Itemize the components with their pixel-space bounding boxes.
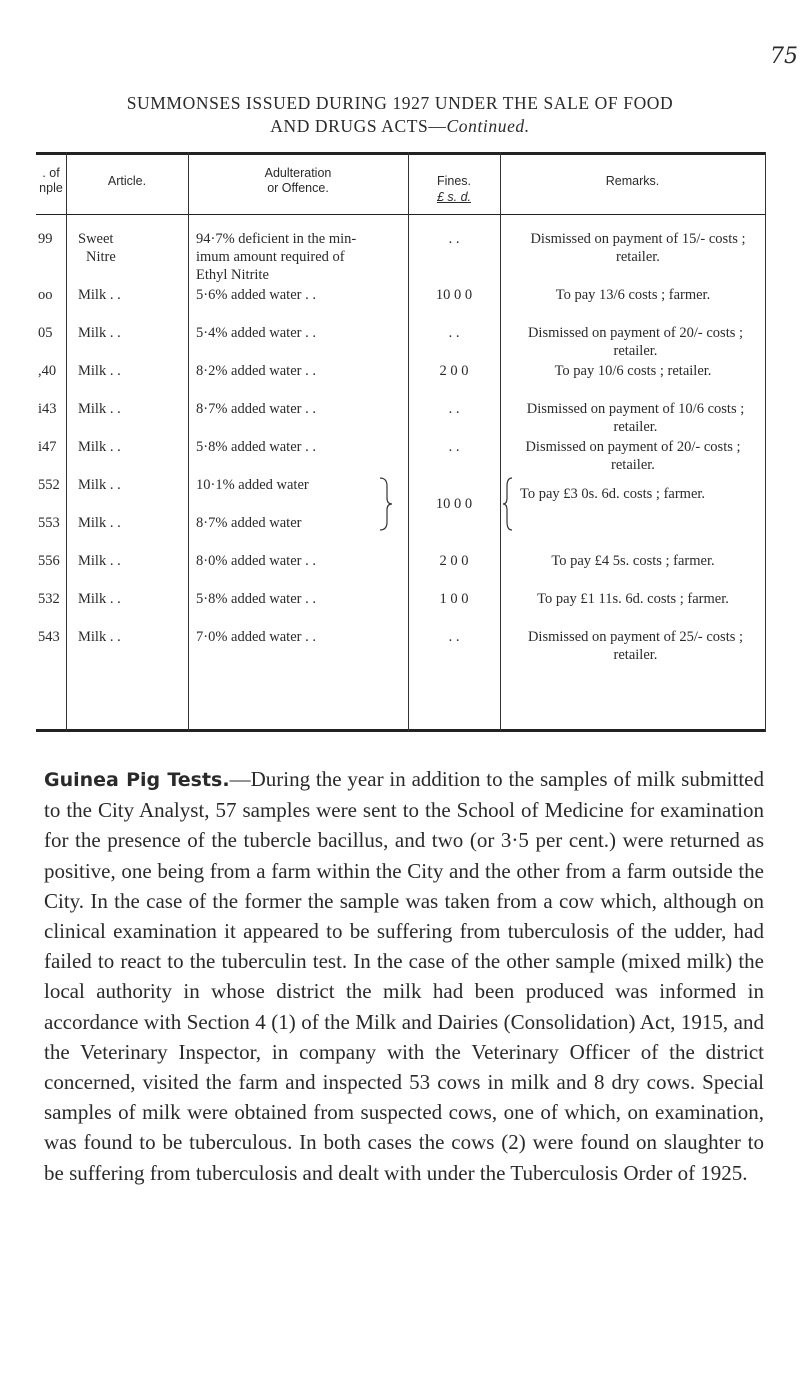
article: Milk . . [78, 629, 121, 645]
sample-number: oo [38, 287, 53, 303]
header-remarks: Remarks. [605, 174, 660, 188]
fine: . . [448, 325, 460, 341]
remark: Dismissed on payment of 20/- costs ; retailer. [527, 325, 744, 359]
right-brace-icon [378, 476, 394, 532]
table-top-rule [36, 152, 766, 155]
offence: 10·1% added water [196, 477, 309, 493]
fine: . . [448, 629, 460, 645]
remark: Dismissed on payment of 25/- costs ; retailer. [527, 629, 744, 663]
fine: 10 0 0 [435, 496, 473, 512]
sample-number: 05 [38, 325, 53, 341]
sample-number: 553 [38, 515, 60, 531]
paragraph-body: —During the year in addition to the samples of milk submitted to the City Analyst, 57 samples were sent to the School of Medicine for examination for the presence of the tubercle bacillus, and two (or 3·5 per cent.) were returned as positive, one being from a farm within the City and the other from a farm outside the City. In the case of the former the sample was taken from a cow which, although on clinical examination it appeared to be suffering from tuberculosis of the udder, had failed to react to the tuberculin test. In the case of the other sample (mixed milk) the local authority in whose district the milk had been produced was informed in accordance with Section 4 (1) of the Milk and Dairies (Consolidation) Act, 1915, and the Veterinary Inspector, in company with the Veterinary Officer of the district concerned, visited the farm and inspected 53 cows in milk and 8 dry cows. Special samples of milk were obtained from suspected cows, one of which, on examination, was found to be tuberculous. In both cases the cows (2) were found on slaughter to be suffering from tuberculosis and dealt with under the Tuberculosis Order of 1925. [44, 767, 764, 1185]
sample-number: ,40 [38, 363, 57, 379]
header-fines: Fines. [436, 174, 472, 188]
article: Milk . . [78, 553, 121, 569]
remark: To pay £3 0s. 6d. costs ; farmer. [520, 486, 706, 502]
header-sample: . of nple [39, 166, 63, 195]
article: Milk . . [78, 515, 121, 531]
article: Milk . . [78, 363, 121, 379]
article: Nitre [86, 249, 116, 265]
title-continued: Continued. [446, 116, 530, 136]
fine: 2 0 0 [439, 553, 469, 569]
offence: 5·6% added water . . [196, 287, 316, 303]
article: Sweet [78, 231, 114, 247]
title-line-2-main: AND DRUGS ACTS— [270, 116, 447, 136]
fine: . . [448, 231, 460, 247]
offence: 8·2% added water . . [196, 363, 316, 379]
fine: 2 0 0 [439, 363, 469, 379]
sample-number: 552 [38, 477, 60, 493]
offence: Ethyl Nitrite [196, 267, 269, 283]
remark: To pay £1 11s. 6d. costs ; farmer. [537, 591, 729, 607]
article: Milk . . [78, 401, 121, 417]
col-divider [188, 152, 189, 732]
header-rule [36, 214, 766, 215]
remark: To pay 13/6 costs ; farmer. [555, 287, 711, 303]
article: Milk . . [78, 287, 121, 303]
page-title [0, 92, 800, 138]
sample-number: 556 [38, 553, 60, 569]
header-fines-units: £ s. d. [436, 190, 472, 204]
offence: 5·4% added water . . [196, 325, 316, 341]
left-brace-icon [502, 476, 514, 532]
sample-number: i43 [38, 401, 57, 417]
remark: Dismissed on payment of 10/6 costs ; retailer. [526, 401, 745, 435]
offence: 8·7% added water . . [196, 401, 316, 417]
paragraph-lead: Guinea Pig Tests. [44, 769, 230, 791]
table-bottom-rule [36, 729, 766, 732]
page-number: 75 [770, 44, 798, 69]
remark: To pay 10/6 costs ; retailer. [554, 363, 712, 379]
remark: To pay £4 5s. costs ; farmer. [551, 553, 715, 569]
header-article: Article. [107, 174, 147, 188]
article: Milk . . [78, 439, 121, 455]
title-line-1: SUMMONSES ISSUED DURING 1927 UNDER THE SALE OF FOOD [126, 93, 674, 113]
col-divider [66, 152, 67, 732]
summonses-table [36, 152, 766, 732]
offence: 8·7% added water [196, 515, 302, 531]
sample-number: 532 [38, 591, 60, 607]
fine: . . [448, 401, 460, 417]
fine: 10 0 0 [435, 287, 473, 303]
remark: Dismissed on payment of 20/- costs ; retailer. [525, 439, 741, 473]
sample-number: i47 [38, 439, 57, 455]
title-line-2 [0, 115, 800, 138]
col-divider [500, 152, 501, 732]
offence: 7·0% added water . . [196, 629, 316, 645]
header-offence: Adulteration or Offence. [264, 166, 332, 195]
fine: 1 0 0 [439, 591, 469, 607]
article: Milk . . [78, 477, 121, 493]
fine: . . [448, 439, 460, 455]
offence: 8·0% added water . . [196, 553, 316, 569]
sample-number: 99 [38, 231, 53, 247]
offence: imum amount required of [196, 249, 345, 265]
offence: 5·8% added water . . [196, 591, 316, 607]
remark: Dismissed on payment of 15/- costs ; retailer. [530, 231, 746, 265]
offence: 94·7% deficient in the min- [196, 231, 357, 247]
article: Milk . . [78, 591, 121, 607]
article: Milk . . [78, 325, 121, 341]
sample-number: 543 [38, 629, 60, 645]
guinea-pig-tests-paragraph [44, 764, 764, 1188]
offence: 5·8% added water . . [196, 439, 316, 455]
